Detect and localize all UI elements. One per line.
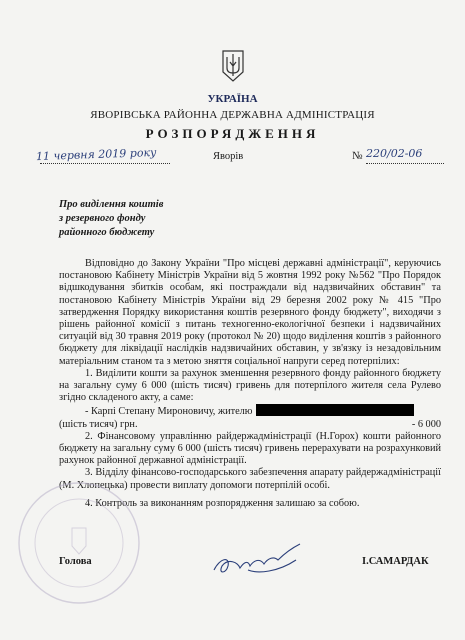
- subject-block: [59, 198, 163, 240]
- subject-line: Про виділення коштів: [59, 199, 164, 210]
- item-2-paragraph: 2. Фінансовому управлінню райдержадміністрації (Н.Горох) кошти районного бюджету на загальну суму 6 000 (шість тисяч) гривень перерахувати на розрахунковий рахунок районної державної адміністрації.: [59, 430, 441, 467]
- handwritten-date: 11 червня 2019 року: [35, 145, 157, 164]
- handwritten-number: 220/02-06: [366, 147, 423, 160]
- item-1-paragraph: 1. Виділити кошти за рахунок зменшення резервного фонду районного бюджету на загальну суму 6 000 (шість тисяч) гривень для потерпілого жителя села Рулево згідно складеного акту, а саме:: [59, 367, 441, 404]
- signatory-name: І.САМАРДАК: [362, 556, 429, 567]
- number-underline: [366, 163, 444, 164]
- document-body: [59, 258, 441, 510]
- subject-line: районного бюджету: [59, 227, 155, 238]
- item-1-amount: - 6 000: [411, 418, 441, 430]
- number-sign: №: [352, 150, 363, 162]
- faded-seal-icon: [14, 478, 144, 608]
- signature-label: Голова: [59, 556, 92, 567]
- city-label: Яворів: [213, 151, 244, 162]
- item-3-paragraph: 3. Відділу фінансово-господарського забезпечення апарату райдержадміністрації (М. Хлопецька) провести виплату допомоги потерпілій особі.: [59, 467, 441, 491]
- subject-line: з резервного фонду: [59, 213, 146, 224]
- redacted-address: [256, 404, 414, 416]
- item-1-amount-words: (шість тисяч) грн.: [59, 418, 138, 430]
- administration-heading: ЯВОРІВСЬКА РАЙОННА ДЕРЖАВНА АДМІНІСТРАЦІЯ: [90, 109, 375, 121]
- trident-emblem-icon: [222, 50, 244, 82]
- item-4-paragraph: 4. Контроль за виконанням розпорядження залишаю за собою.: [85, 497, 360, 509]
- handwritten-signature-icon: [208, 540, 304, 582]
- document-type-heading: РОЗПОРЯДЖЕННЯ: [145, 126, 320, 141]
- country-heading: УКРАЇНА: [207, 93, 258, 105]
- item-1-person: - Карпі Степану Мироновичу, жителю: [85, 406, 253, 418]
- preamble-paragraph: Відповідно до Закону України "Про місцеві державні адміністрації", керуючись постановою Кабінету Міністрів України від 5 жовтня 1992 року №562 "Про Порядок відшкодування збитків особам, які постраждали від надзвичайних обставин" та постановою Кабінету Міністрів України від 29 березня 2002 року № 415 "Про затвердження Порядку використання коштів резервного фонду бюджету", виходячи з рішень районної комісії з питань техногенно-екологічної безпеки і надзвичайних ситуацій від 30 травня 2019 року (протокол № 20) щодо виділення коштів з районного бюджету для ліквідації наслідків надзвичайних обставин, у зв'язку із незадовільним матеріальним станом та з метою зняття соціальної напруги серед потерпілих:: [59, 258, 441, 367]
- date-underline: [40, 163, 170, 164]
